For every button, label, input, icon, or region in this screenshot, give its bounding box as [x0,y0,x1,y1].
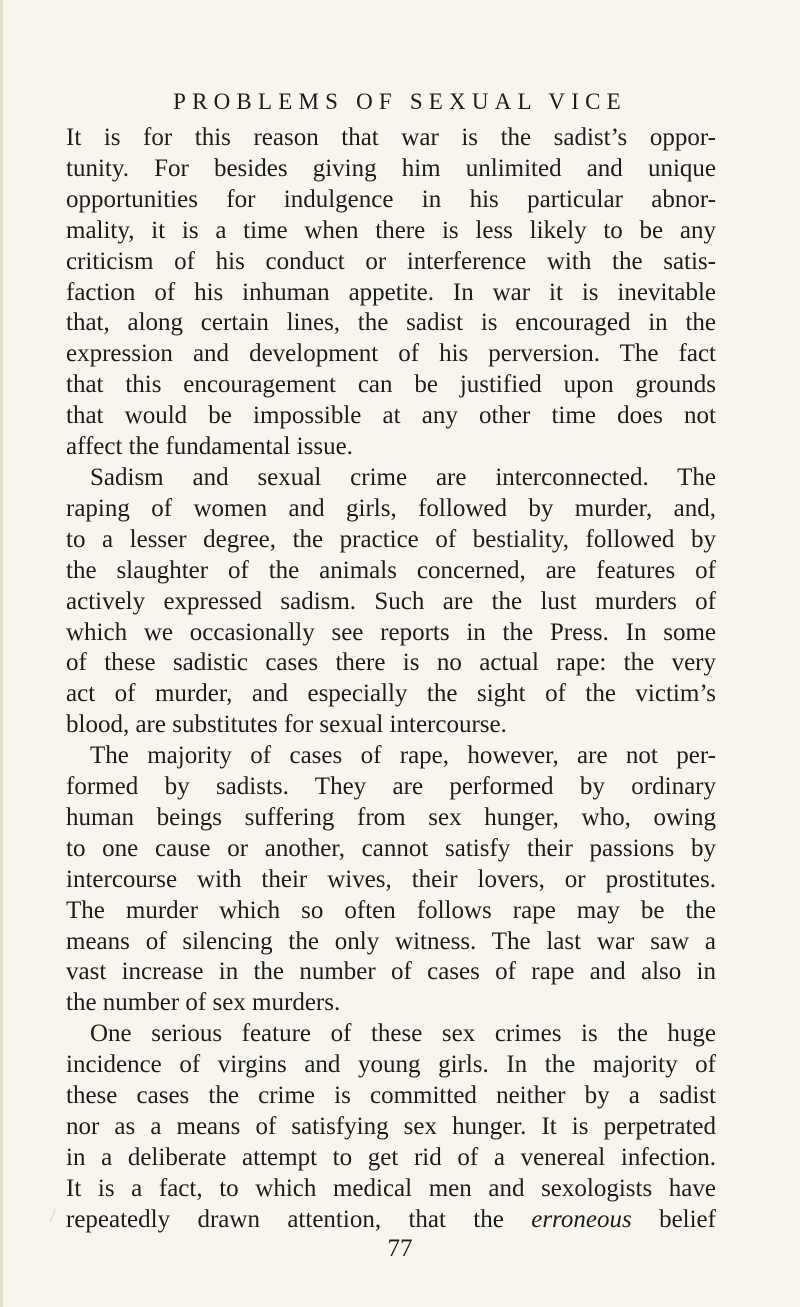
text-line: blood, are substitutes for sexual intercourse. [66,711,507,739]
text-line: repeatedly drawn attention, that the erroneous belief [66,1205,716,1233]
text-line: nor as a means of satisfying sex hunger. It is perpetrated [66,1113,716,1140]
text-line: expression and development of his perversion. The fact [66,340,716,368]
margin-mark [50,1209,65,1226]
paragraph-first-line: One serious feature of these sex crimes is the huge [90,1020,716,1048]
text-line: act of murder, and especially the sight of the victim’s [66,680,716,708]
text-line: formed by sadists. They are performed by ordinary [66,773,716,801]
running-head: PROBLEMS OF SEXUAL VICE [173,89,627,114]
text-line: that, along certain lines, the sadist is encouraged in the [66,309,716,337]
italic-emphasis: erroneous [531,1205,632,1233]
text-line: intercourse with their wives, their lovers, or prostitutes. [66,865,716,893]
text-line: these cases the crime is committed neither by a sadist [66,1082,716,1110]
text-line: It is for this reason that war is the sadist’s oppor- [66,124,716,151]
text-line: means of silencing the only witness. The last war saw a [66,927,716,955]
text-line: which we occasionally see reports in the Press. In some [66,618,716,646]
text-line: human beings suffering from sex hunger, who, owing [66,803,716,831]
paragraph-first-line: Sadism and sexual crime are interconnected. The [90,463,716,491]
text-line: affect the fundamental issue. [66,433,353,461]
text-line: to a lesser degree, the practice of bestiality, followed by [66,525,716,553]
body-text [66,123,716,1236]
text-line: criticism of his conduct or interference with the satis- [66,247,716,275]
text-line: tunity. For besides giving him unlimited and unique [66,154,716,182]
text-line: vast increase in the number of cases of rape and also in [66,958,716,986]
text-line: raping of women and girls, followed by murder, and, [66,494,716,522]
text-line: actively expressed sadism. Such are the lust murders of [66,587,716,615]
paragraph-first-line: The majority of cases of rape, however, are not per- [90,742,716,770]
text-line: opportunities for indulgence in his particular abnor- [66,185,716,213]
text-line: of these sadistic cases there is no actual rape: the very [66,649,716,677]
text-line: the slaughter of the animals concerned, are features of [66,556,716,584]
text-line: The murder which so often follows rape may be the [66,896,716,924]
text-line: It is a fact, to which medical men and sexologists have [66,1174,716,1202]
text-line: that would be impossible at any other time does not [66,402,716,430]
page-edge [0,0,3,1307]
text-line: faction of his inhuman appetite. In war it is inevitable [66,278,716,306]
text-line: that this encouragement can be justified upon grounds [66,371,716,399]
text-line: to one cause or another, cannot satisfy their passions by [66,834,716,862]
text-line: mality, it is a time when there is less likely to be any [66,216,716,244]
text-line: incidence of virgins and young girls. In the majority of [66,1051,716,1079]
page-number: 77 [387,1235,413,1262]
text-line: the number of sex murders. [66,989,341,1017]
text-line: in a deliberate attempt to get rid of a venereal infection. [66,1143,716,1171]
